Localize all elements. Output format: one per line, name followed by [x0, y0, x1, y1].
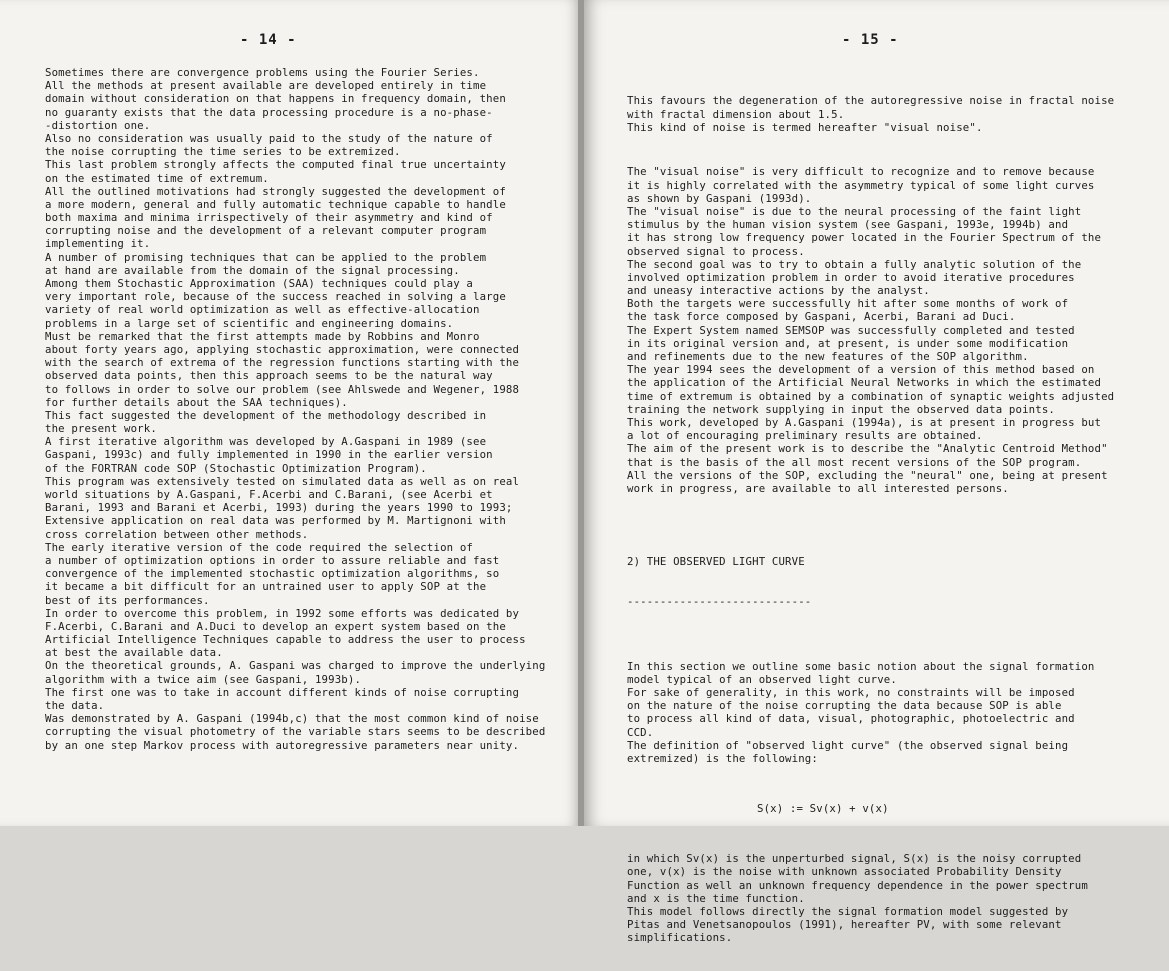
text-line: at hand are available from the domain of the signal processing.: [45, 263, 460, 277]
text-line: the present work.: [45, 422, 157, 436]
text-line: A number of promising techniques that can be applied to the problem: [45, 250, 487, 264]
text-line: problems in a large set of scientific and engineering domains.: [45, 316, 454, 330]
text-line: involved optimization problem in order to avoid iterative procedures: [627, 270, 1075, 284]
text-line: both maxima and minima irrispectively of their asymmetry and kind of: [45, 211, 493, 225]
text-line: no guaranty exists that the data processing procedure is a no-phase-: [45, 105, 493, 119]
paragraph-formula-explanation: [627, 852, 1114, 944]
text-line: stimulus by the human vision system (see Gaspani, 1993e, 1994b) and: [627, 218, 1069, 232]
text-line: -distortion one.: [45, 118, 151, 132]
text-line: it is highly correlated with the asymmetry typical of some light curves: [627, 178, 1095, 192]
text-line: a more modern, general and fully automatic technique capable to handle: [45, 197, 506, 211]
text-line: world situations by A.Gaspani, F.Acerbi and C.Barani, (see Acerbi et: [45, 488, 493, 501]
text-line: on the estimated time of extremum.: [45, 171, 269, 185]
text-line: and x is the time function.: [627, 891, 805, 905]
text-line: the application of the Artificial Neural Networks in which the estimated: [627, 376, 1102, 390]
text-line: it became a bit difficult for an untrained user to apply SOP at the: [45, 580, 487, 594]
text-line: Function as well an unknown frequency dependence in the power spectrum: [627, 878, 1088, 892]
text-line: All the versions of the SOP, excluding the "neural" one, being at present: [627, 468, 1108, 482]
text-line: with fractal dimension about 1.5.: [627, 107, 845, 121]
text-line: Artificial Intelligence Techniques capable to address the user to process: [45, 633, 526, 647]
text-line: Barani, 1993 and Barani et Acerbi, 1993) during the years 1990 to 1993;: [45, 501, 513, 515]
text-line: variety of real world optimization as well as effective-allocation: [45, 303, 480, 317]
text-line: The first one was to take in account different kinds of noise corrupting: [45, 685, 520, 699]
formula-observed-signal: S(x) := Sv(x) + v(x): [757, 801, 889, 815]
text-line: Gaspani, 1993c) and fully implemented in 1990 in the earlier version: [45, 448, 493, 462]
text-line: the noise corrupting the time series to be extremized.: [45, 145, 401, 159]
text-line: Also no consideration was usually paid to the study of the nature of: [45, 131, 493, 145]
text-line: Pitas and Venetsanopoulos (1991), hereafter PV, with some relevant: [627, 918, 1062, 932]
page-number-15: - 15 -: [842, 32, 899, 48]
left-page-body: [45, 66, 545, 752]
text-line: in its original version and, at present, is under some modification: [627, 336, 1069, 350]
text-line: best of its performances.: [45, 593, 210, 607]
text-line: work in progress, are available to all interested persons.: [627, 481, 1009, 495]
text-line: The second goal was to try to obtain a fully analytic solution of the: [627, 257, 1082, 271]
text-line: the task force composed by Gaspani, Acerbi, Barani ad Duci.: [627, 310, 1016, 324]
text-line: simplifications.: [627, 931, 733, 945]
text-line: The early iterative version of the code required the selection of: [45, 540, 473, 554]
text-line: corrupting the visual photometry of the variable stars seems to be described: [45, 725, 546, 739]
text-line: This work, developed by A.Gaspani (1994a), is at present in progress but: [627, 415, 1102, 429]
text-line: A first iterative algorithm was developed by A.Gaspani in 1989 (see: [45, 435, 487, 449]
text-line: Among them Stochastic Approximation (SAA) techniques could play a: [45, 277, 473, 290]
text-line: to follows in order to solve our problem (see Ahlswede and Wegener, 1988: [45, 382, 520, 396]
text-line: corrupting noise and the development of a relevant computer program: [45, 224, 487, 238]
text-line: that is the basis of the all most recent versions of the SOP program.: [627, 455, 1082, 469]
text-line: one, v(x) is the noise with unknown associated Probability Density: [627, 865, 1062, 879]
text-line: CCD.: [627, 725, 654, 739]
text-line: at best the available data.: [45, 646, 223, 660]
text-line: Sometimes there are convergence problems using the Fourier Series.: [45, 66, 480, 79]
paragraph-visual-noise: [627, 165, 1114, 495]
text-line: This program was extensively tested on simulated data as well as on real: [45, 474, 520, 488]
text-line: All the outlined motivations had strongly suggested the development of: [45, 184, 506, 198]
text-line: On the theoretical grounds, A. Gaspani was charged to improve the underlying: [45, 659, 546, 673]
text-line: observed data points, then this approach seems to be the natural way: [45, 369, 493, 383]
text-line: domain without consideration on that happens in frequency domain, then: [45, 92, 506, 106]
text-line: This favours the degeneration of the autoregressive noise in fractal noise: [627, 94, 1115, 108]
right-page-body: [627, 68, 1114, 971]
text-line: to process all kind of data, visual, photographic, photoelectric and: [627, 712, 1075, 726]
text-line: training the network supplying in input the observed data points.: [627, 402, 1055, 416]
text-line: and uneasy interactive actions by the analyst.: [627, 284, 930, 298]
text-line: observed signal to process.: [627, 244, 805, 258]
text-line: convergence of the implemented stochastic optimization algorithms, so: [45, 567, 500, 581]
right-page: [584, 0, 1169, 945]
text-line: The "visual noise" is due to the neural processing of the faint light: [627, 204, 1082, 218]
text-line: a lot of encouraging preliminary results are obtained.: [627, 429, 983, 443]
text-line: cross correlation between other methods.: [45, 527, 309, 541]
text-line: The Expert System named SEMSOP was successfully completed and tested: [627, 323, 1075, 337]
text-line: by an one step Markov process with autoregressive parameters near unity.: [45, 738, 520, 752]
text-line: in which Sv(x) is the unperturbed signal, S(x) is the noisy corrupted: [627, 852, 1082, 866]
text-line: a number of optimization options in order to assure reliable and fast: [45, 553, 500, 567]
text-line: This kind of noise is termed hereafter "visual noise".: [627, 120, 983, 134]
text-line: This model follows directly the signal formation model suggested by: [627, 904, 1069, 918]
page-number-14: - 14 -: [240, 32, 297, 48]
text-line: on the nature of the noise corrupting the data because SOP is able: [627, 699, 1062, 713]
section-heading: 2) THE OBSERVED LIGHT CURVE: [627, 555, 805, 569]
text-line: The definition of "observed light curve" (the observed signal being: [627, 738, 1069, 752]
text-line: Extensive application on real data was performed by M. Martignoni with: [45, 514, 506, 528]
text-line: Must be remarked that the first attempts made by Robbins and Monro: [45, 329, 480, 343]
section-underline: ----------------------------: [627, 595, 812, 609]
text-line: F.Acerbi, C.Barani and A.Duci to develop an expert system based on the: [45, 619, 506, 633]
text-line: In this section we outline some basic notion about the signal formation: [627, 659, 1095, 673]
text-line: This fact suggested the development of the methodology described in: [45, 408, 487, 422]
text-line: very important role, because of the success reached in solving a large: [45, 290, 506, 304]
left-page: [0, 0, 580, 826]
text-line: algorithm with a twice aim (see Gaspani, 1993b).: [45, 672, 362, 686]
paragraph-fractal-noise: [627, 94, 1114, 134]
text-line: for further details about the SAA techniques).: [45, 395, 348, 409]
text-line: For sake of generality, in this work, no constraints will be imposed: [627, 686, 1075, 700]
text-line: with the search of extrema of the regression functions starting with the: [45, 356, 520, 370]
text-line: implementing it.: [45, 237, 151, 251]
text-line: it has strong low frequency power located in the Fourier Spectrum of the: [627, 231, 1102, 245]
text-line: about forty years ago, applying stochastic approximation, were connected: [45, 342, 520, 356]
text-line: extremized) is the following:: [627, 751, 818, 765]
text-line: the data.: [45, 699, 105, 712]
text-line: The "visual noise" is very difficult to recognize and to remove because: [627, 165, 1095, 179]
text-line: This last problem strongly affects the computed final true uncertainty: [45, 158, 506, 172]
text-line: of the FORTRAN code SOP (Stochastic Optimization Program).: [45, 461, 427, 475]
text-line: and refinements due to the new features of the SOP algorithm.: [627, 350, 1029, 363]
paragraph-signal-model: [627, 660, 1114, 766]
text-line: All the methods at present available are developed entirely in time: [45, 79, 487, 93]
text-line: model typical of an observed light curve.: [627, 672, 897, 686]
text-line: In order to overcome this problem, in 1992 some efforts was dedicated by: [45, 606, 520, 620]
text-line: Both the targets were successfully hit after some months of work of: [627, 297, 1069, 311]
text-line: The year 1994 sees the development of a version of this method based on: [627, 363, 1095, 377]
text-line: as shown by Gaspani (1993d).: [627, 191, 812, 205]
text-line: time of extremum is obtained by a combination of synaptic weights adjusted: [627, 389, 1115, 403]
text-line: Was demonstrated by A. Gaspani (1994b,c) that the most common kind of noise: [45, 712, 539, 726]
text-line: The aim of the present work is to describe the "Analytic Centroid Method": [627, 442, 1108, 456]
